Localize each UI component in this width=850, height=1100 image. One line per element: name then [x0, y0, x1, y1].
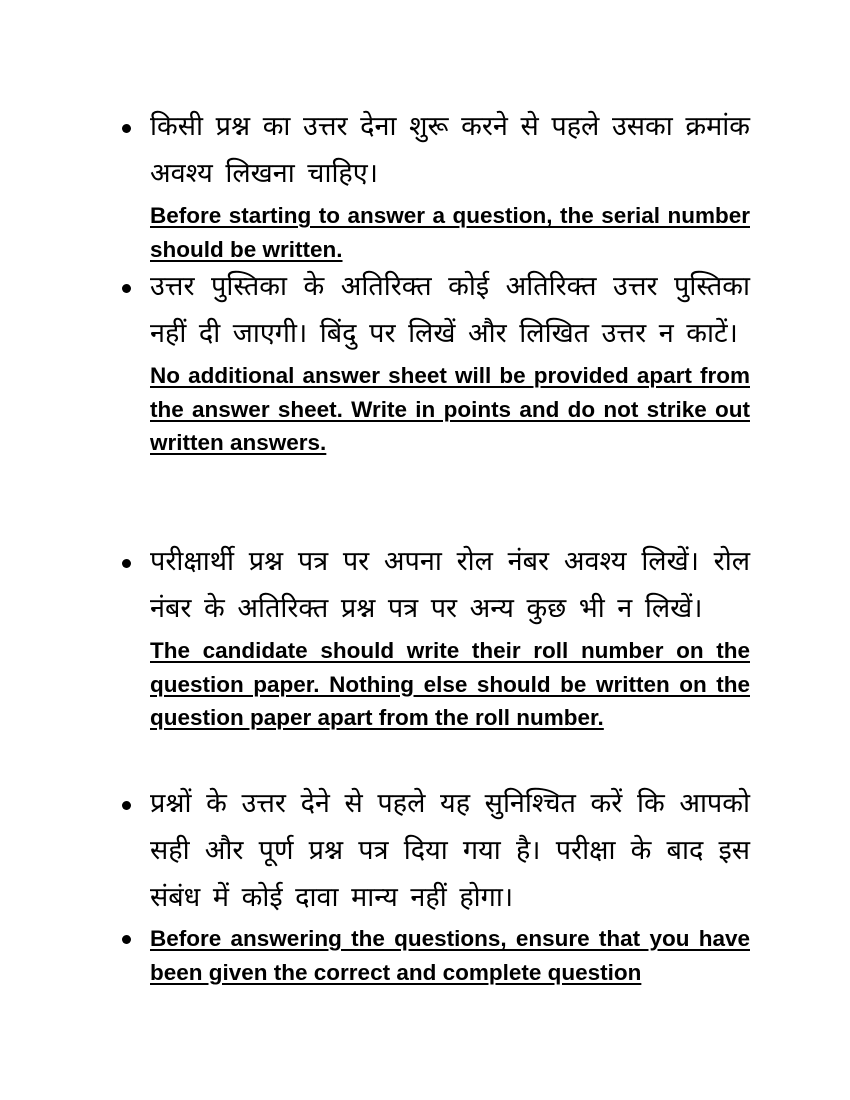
instruction-item [150, 538, 750, 735]
bullet-icon [122, 801, 131, 810]
instruction-item [150, 780, 750, 921]
bullet-icon [122, 935, 131, 944]
instruction-item [150, 922, 750, 989]
bullet-icon [122, 559, 131, 568]
instruction-english: Before answering the questions, ensure that you have been given the correct and complete question [150, 926, 750, 985]
instruction-english: Before starting to answer a question, the serial number should be written. [150, 203, 750, 262]
instruction-item [150, 103, 750, 266]
instruction-english: The candidate should write their roll number on the question paper. Nothing else should be written on the question paper apart from the roll number. [150, 638, 750, 730]
bullet-icon [122, 284, 131, 293]
instruction-item [150, 263, 750, 460]
instruction-hindi: परीक्षार्थी प्रश्न पत्र पर अपना रोल नंबर अवश्य लिखें। रोल नंबर के अतिरिक्त प्रश्न पत्र पर अन्य कुछ भी न लिखें। [150, 546, 750, 624]
instruction-english: No additional answer sheet will be provided apart from the answer sheet. Write in points and do not strike out written answers. [150, 363, 750, 455]
instruction-hindi: उत्तर पुस्तिका के अतिरिक्त कोई अतिरिक्त उत्तर पुस्तिका नहीं दी जाएगी। बिंदु पर लिखें और लिखित उत्तर न काटें। [150, 271, 750, 349]
instruction-hindi: किसी प्रश्न का उत्तर देना शुरू करने से पहले उसका क्रमांक अवश्य लिखना चाहिए। [150, 111, 750, 189]
instruction-hindi: प्रश्नों के उत्तर देने से पहले यह सुनिश्चित करें कि आपको सही और पूर्ण प्रश्न पत्र दिया गया है। परीक्षा के बाद इस संबंध में कोई दावा मान्य नहीं होगा। [150, 788, 750, 913]
bullet-icon [122, 124, 131, 133]
